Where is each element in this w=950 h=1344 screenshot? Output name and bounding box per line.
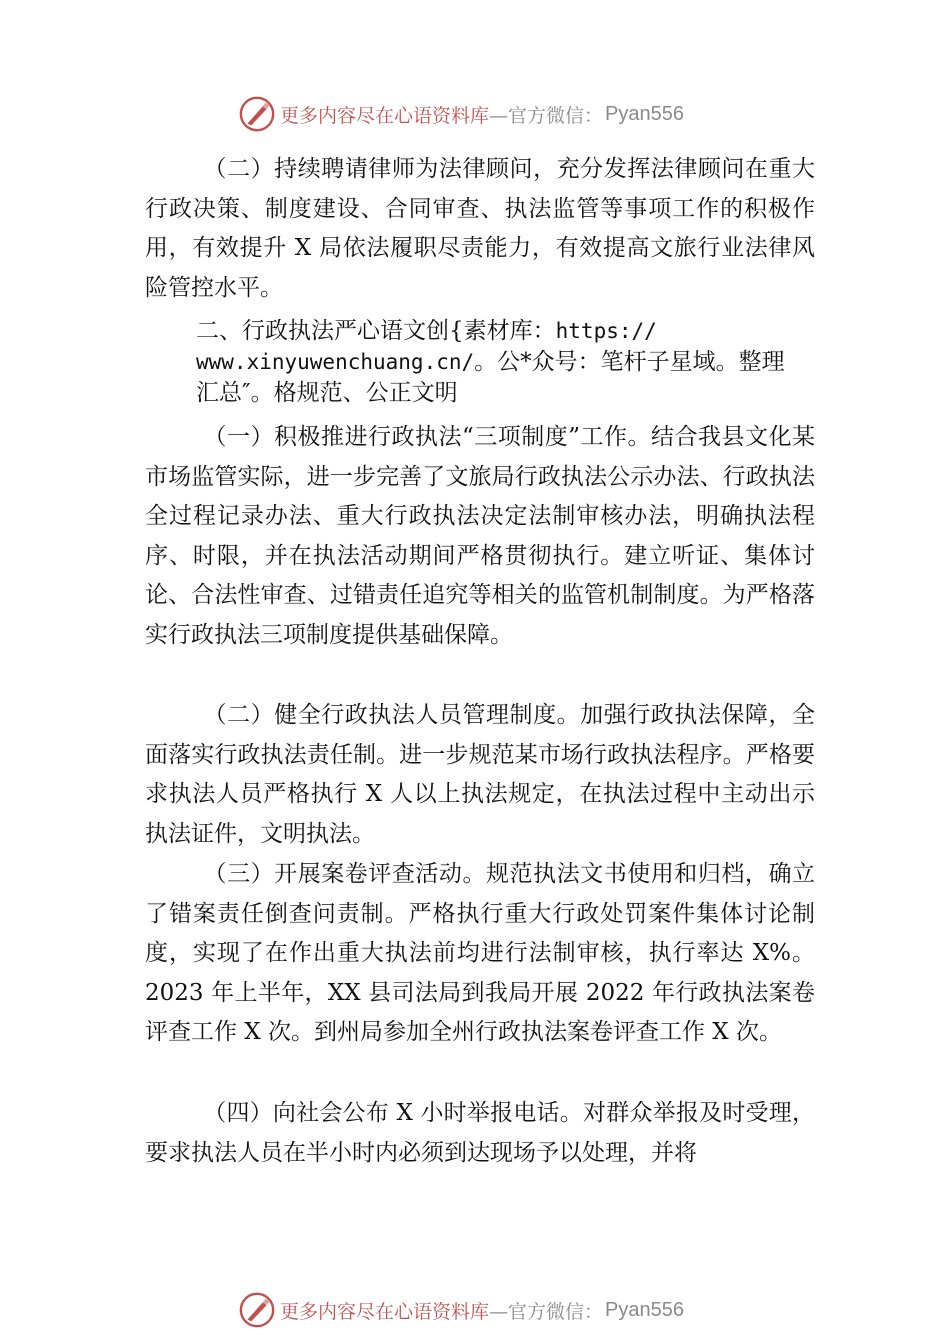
- watermark-wechat-label: —官方微信：: [489, 104, 604, 127]
- pen-in-circle-icon: [238, 1291, 276, 1329]
- section-heading: 二、行政执法严心语文创{素材库：https:// www.xinyuwenchuang.cn/。公*众号：笔杆子星域。整理 汇总″。格规范、公正文明: [196, 318, 785, 406]
- paragraph-case-review: （三）开展案卷评查活动。规范执法文书使用和归档，确立了错案责任倒查问责制。严格执行重大行政处罚案件集体讨论制度，实现了在作出重大执法前均进行法制审核，执行率达 X%。2023 年上半年，XX 县司法局到我局开展 2022 年行政执法案卷评查工作 X 次。到州局参加全州行政执法案卷评查工作 X 次。: [145, 861, 815, 1045]
- watermark-footer: [238, 1290, 684, 1330]
- watermark-wechat-id: Pyan556: [605, 1298, 684, 1321]
- paragraph-legal-advisor: （二）持续聘请律师为法律顾问，充分发挥法律顾问在重大行政决策、制度建设、合同审查、执法监管等事项工作的积极作用，有效提升 X 局依法履职尽责能力，有效提高文旅行业法律风险管控水平。: [145, 156, 815, 301]
- paragraph-three-systems: （一）积极推进行政执法“三项制度”工作。结合我县文化某市场监管实际，进一步完善了文旅局行政执法公示办法、行政执法全过程记录办法、重大行政执法决定法制审核办法，明确执法程序、时限，并在执法活动期间严格贯彻执行。建立听证、集体讨论、合法性审查、过错责任追究等相关的监管机制制度。为严格落实行政执法三项制度提供基础保障。: [145, 424, 815, 648]
- paragraph-personnel-management: （二）健全行政执法人员管理制度。加强行政执法保障，全面落实行政执法责任制。进一步规范某市场行政执法程序。严格要求执法人员严格执行 X 人以上执法规定，在执法过程中主动出示执法证件，文明执法。: [145, 702, 815, 847]
- watermark-brand-text: 更多内容尽在心语资料库: [280, 104, 490, 127]
- watermark-brand-text: 更多内容尽在心语资料库: [280, 1300, 490, 1323]
- pen-in-circle-icon: [238, 95, 276, 133]
- watermark-wechat-id: Pyan556: [605, 102, 684, 125]
- watermark-header: [238, 94, 684, 134]
- watermark-wechat-label: —官方微信：: [489, 1300, 604, 1323]
- paragraph-hotline: （四）向社会公布 X 小时举报电话。对群众举报及时受理，要求执法人员在半小时内必须到达现场予以处理，并将: [145, 1100, 815, 1166]
